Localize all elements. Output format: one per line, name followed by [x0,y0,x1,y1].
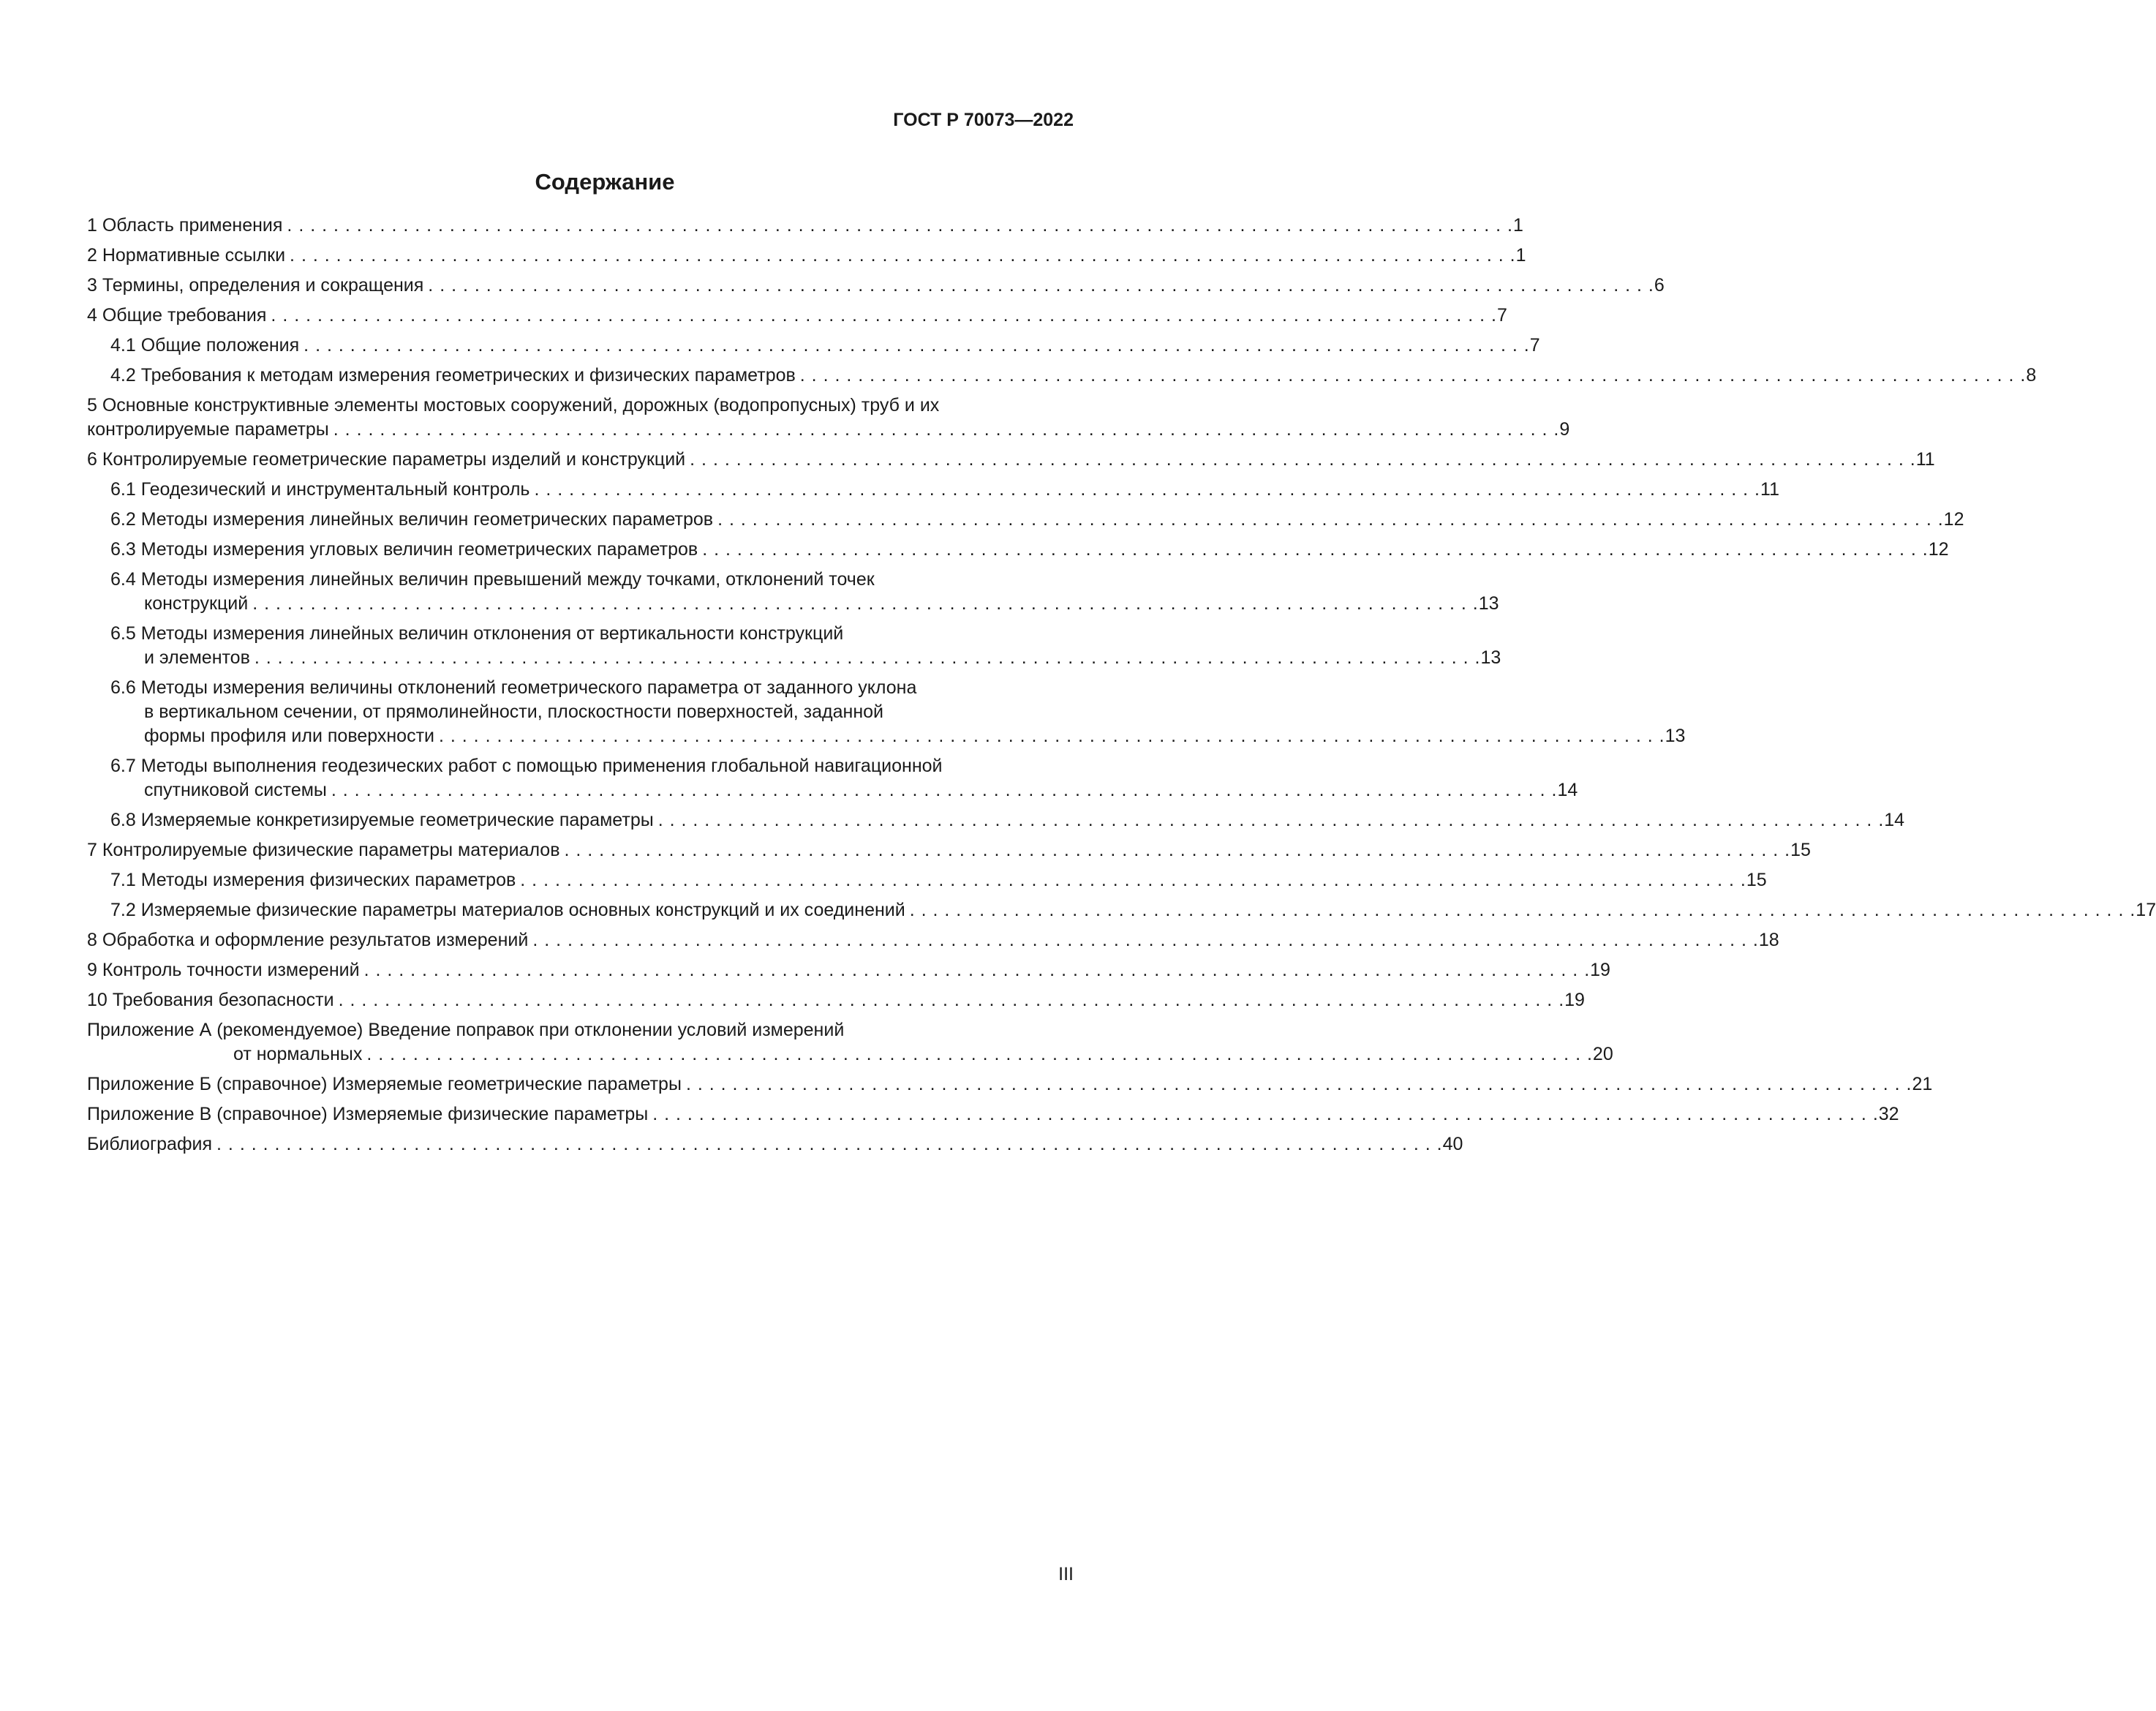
toc-page-number: 13 [1480,647,1501,668]
dot-leader: . . . . . . . . . . . . . . . . . . . . . . . . . . . . . . . . . . . . . . . . . . . . . . . . . . . . . . . . . . . . . . . . . . . . . . . . . . . . . . . . . . . . . . . . . . . . . . . . . . . . . . . . . . [685,1074,1912,1094]
toc-entry-title: формы профиля или поверхности [144,726,434,746]
toc-entry-title: 6.8 Измеряемые конкретизируемые геометрические параметры [110,810,654,830]
toc-entry-title: спутниковой системы [144,780,327,800]
toc-page-number: 13 [1478,593,1499,614]
toc-entry-title: 10 Требования безопасности [87,990,334,1010]
dot-leader: . . . . . . . . . . . . . . . . . . . . . . . . . . . . . . . . . . . . . . . . . . . . . . . . . . . . . . . . . . . . . . . . . . . . . . . . . . . . . . . . . . . . . . . . . . . . . . . . . . . . . . . . . . [690,449,1916,470]
toc-entry-title: конструкций [144,593,249,614]
toc-entry-title: 4.2 Требования к методам измерения геометрических и физических параметров [110,365,796,386]
toc-entry-title: 7.2 Измеряемые физические параметры материалов основных конструкций и их соединений [110,900,905,920]
toc-entry-title: 8 Обработка и оформление результатов измерений [87,930,529,950]
dot-leader: . . . . . . . . . . . . . . . . . . . . . . . . . . . . . . . . . . . . . . . . . . . . . . . . . . . . . . . . . . . . . . . . . . . . . . . . . . . . . . . . . . . . . . . . . . . . . . . . . . . . . . . . . . [252,593,1479,614]
dot-leader: . . . . . . . . . . . . . . . . . . . . . . . . . . . . . . . . . . . . . . . . . . . . . . . . . . . . . . . . . . . . . . . . . . . . . . . . . . . . . . . . . . . . . . . . . . . . . . . . . . . . . . . . . . [333,419,1560,440]
toc-entry[interactable] [87,568,1499,616]
toc-entry[interactable] [87,898,2156,922]
toc-entry[interactable] [87,538,1949,562]
toc-page-number: 11 [1915,449,1935,470]
toc-entry-title: 6.7 Методы выполнения геодезических работ с помощью применения глобальной навигационной [110,756,943,776]
dot-leader: . . . . . . . . . . . . . . . . . . . . . . . . . . . . . . . . . . . . . . . . . . . . . . . . . . . . . . . . . . . . . . . . . . . . . . . . . . . . . . . . . . . . . . . . . . . . . . . . . . . . . . . . . . [271,305,1497,326]
toc-entry-title: 6.2 Методы измерения линейных величин геометрических параметров [110,509,714,530]
toc-entry[interactable] [87,868,1767,892]
standard-number: ГОСТ Р 70073—2022 [893,110,1074,130]
toc-entry[interactable] [87,394,1570,442]
dot-leader: . . . . . . . . . . . . . . . . . . . . . . . . . . . . . . . . . . . . . . . . . . . . . . . . . . . . . . . . . . . . . . . . . . . . . . . . . . . . . . . . . . . . . . . . . . . . . . . . . . . . . . . . . . [331,780,1558,800]
toc-page-number: 15 [1746,870,1767,890]
dot-leader: . . . . . . . . . . . . . . . . . . . . . . . . . . . . . . . . . . . . . . . . . . . . . . . . . . . . . . . . . . . . . . . . . . . . . . . . . . . . . . . . . . . . . . . . . . . . . . . . . . . . . . . . . . [304,335,1530,356]
toc-entry-title: в вертикальном сечении, от прямолинейности, плоскостности поверхностей, заданной [144,702,884,722]
toc-entry[interactable] [87,304,1507,328]
toc-entry[interactable] [87,958,1610,982]
toc-page-number: 19 [1564,990,1585,1010]
toc-entry-title: 9 Контроль точности измерений [87,960,360,980]
toc-entry-title: Приложение А (рекомендуемое) Введение поправок при отклонении условий измерений [87,1020,845,1040]
toc-entry-title: 6.1 Геодезический и инструментальный контроль [110,479,530,500]
toc-page-number: 14 [1884,810,1905,830]
toc-entry[interactable] [87,1132,1463,1157]
dot-leader: . . . . . . . . . . . . . . . . . . . . . . . . . . . . . . . . . . . . . . . . . . . . . . . . . . . . . . . . . . . . . . . . . . . . . . . . . . . . . . . . . . . . . . . . . . . . . . . . . . . . . . . . . . [428,275,1654,296]
toc-entry[interactable] [87,838,1811,862]
dot-leader: . . . . . . . . . . . . . . . . . . . . . . . . . . . . . . . . . . . . . . . . . . . . . . . . . . . . . . . . . . . . . . . . . . . . . . . . . . . . . . . . . . . . . . . . . . . . . . . . . . . . . . . . . . [520,870,1746,890]
toc-entry-title: 6.4 Методы измерения линейных величин превышений между точками, отклонений точек [110,569,875,590]
dot-leader: . . . . . . . . . . . . . . . . . . . . . . . . . . . . . . . . . . . . . . . . . . . . . . . . . . . . . . . . . . . . . . . . . . . . . . . . . . . . . . . . . . . . . . . . . . . . . . . . . . . . . . . . . . [702,539,1929,560]
toc-entry-title: 7.1 Методы измерения физических параметров [110,870,516,890]
toc-entry[interactable] [87,988,1585,1012]
dot-leader: . . . . . . . . . . . . . . . . . . . . . . . . . . . . . . . . . . . . . . . . . . . . . . . . . . . . . . . . . . . . . . . . . . . . . . . . . . . . . . . . . . . . . . . . . . . . . . . . . . . . . . . . . . [534,479,1761,500]
toc-page-number: 14 [1557,780,1578,800]
toc-entry-title: 4 Общие требования [87,305,267,326]
dot-leader: . . . . . . . . . . . . . . . . . . . . . . . . . . . . . . . . . . . . . . . . . . . . . . . . . . . . . . . . . . . . . . . . . . . . . . . . . . . . . . . . . . . . . . . . . . . . . . . . . . . . . . . . . . [717,509,1944,530]
toc-entry[interactable] [87,754,1578,802]
dot-leader: . . . . . . . . . . . . . . . . . . . . . . . . . . . . . . . . . . . . . . . . . . . . . . . . . . . . . . . . . . . . . . . . . . . . . . . . . . . . . . . . . . . . . . . . . . . . . . . . . . . . . . . . . . [439,726,1665,746]
toc-entry-title: 2 Нормативные ссылки [87,245,286,266]
toc-page-number: 9 [1559,419,1570,440]
table-of-contents [87,214,2156,1157]
dot-leader: . . . . . . . . . . . . . . . . . . . . . . . . . . . . . . . . . . . . . . . . . . . . . . . . . . . . . . . . . . . . . . . . . . . . . . . . . . . . . . . . . . . . . . . . . . . . . . . . . . . . . . . . . . [657,810,1885,830]
toc-entry[interactable] [87,508,1964,532]
toc-entry-title: Приложение В (справочное) Измеряемые физические параметры [87,1104,649,1124]
toc-entry-title: 5 Основные конструктивные элементы мостовых сооружений, дорожных (водопропусных) труб и их [87,395,940,415]
toc-entry[interactable] [87,676,1686,748]
dot-leader: . . . . . . . . . . . . . . . . . . . . . . . . . . . . . . . . . . . . . . . . . . . . . . . . . . . . . . . . . . . . . . . . . . . . . . . . . . . . . . . . . . . . . . . . . . . . . . . . . . . . . . . . . . [338,990,1565,1010]
toc-page-number: 40 [1442,1134,1463,1154]
dot-leader: . . . . . . . . . . . . . . . . . . . . . . . . . . . . . . . . . . . . . . . . . . . . . . . . . . . . . . . . . . . . . . . . . . . . . . . . . . . . . . . . . . . . . . . . . . . . . . . . . . . . . . . . . . [652,1104,1879,1124]
toc-page-number: 12 [1943,509,1964,530]
toc-entry-title: от нормальных [233,1044,363,1064]
toc-entry-title: 7 Контролируемые физические параметры материалов [87,840,560,860]
dot-leader: . . . . . . . . . . . . . . . . . . . . . . . . . . . . . . . . . . . . . . . . . . . . . . . . . . . . . . . . . . . . . . . . . . . . . . . . . . . . . . . . . . . . . . . . . . . . . . . . . . . . . . . . . . [799,365,2027,386]
toc-page-number: 15 [1790,840,1811,860]
toc-page-number: 17 [2136,900,2156,920]
toc-entry[interactable] [87,334,1540,358]
toc-entry-title: 1 Область применения [87,215,283,236]
dot-leader: . . . . . . . . . . . . . . . . . . . . . . . . . . . . . . . . . . . . . . . . . . . . . . . . . . . . . . . . . . . . . . . . . . . . . . . . . . . . . . . . . . . . . . . . . . . . . . . . . . . . . . . . . . [909,900,2136,920]
toc-page-number: 6 [1654,275,1665,296]
dot-leader: . . . . . . . . . . . . . . . . . . . . . . . . . . . . . . . . . . . . . . . . . . . . . . . . . . . . . . . . . . . . . . . . . . . . . . . . . . . . . . . . . . . . . . . . . . . . . . . . . . . . . . . . . . [564,840,1791,860]
page-number: III [1058,1564,1074,1584]
toc-entry[interactable] [87,1072,1933,1097]
toc-entry-title: 6.5 Методы измерения линейных величин отклонения от вертикальности конструкций [110,623,844,644]
toc-entry[interactable] [87,364,2037,388]
toc-page-number: 19 [1590,960,1610,980]
toc-entry[interactable] [87,448,1935,472]
dot-leader: . . . . . . . . . . . . . . . . . . . . . . . . . . . . . . . . . . . . . . . . . . . . . . . . . . . . . . . . . . . . . . . . . . . . . . . . . . . . . . . . . . . . . . . . . . . . . . . . . . . . . . . . . . [254,647,1481,668]
toc-page-number: 8 [2026,365,2037,386]
toc-page-number: 12 [1928,539,1949,560]
toc-page-number: 11 [1760,479,1779,500]
toc-page-number: 1 [1513,215,1523,236]
dot-leader: . . . . . . . . . . . . . . . . . . . . . . . . . . . . . . . . . . . . . . . . . . . . . . . . . . . . . . . . . . . . . . . . . . . . . . . . . . . . . . . . . . . . . . . . . . . . . . . . . . . . . . . . . . [366,1044,1593,1064]
toc-entry-title: 6.3 Методы измерения угловых величин геометрических параметров [110,539,698,560]
toc-entry[interactable] [87,274,1665,298]
toc-entry[interactable] [87,244,1526,268]
toc-page-number: 1 [1515,245,1526,266]
toc-entry-title: 6.6 Методы измерения величины отклонений геометрического параметра от заданного уклона [110,677,917,698]
dot-leader: . . . . . . . . . . . . . . . . . . . . . . . . . . . . . . . . . . . . . . . . . . . . . . . . . . . . . . . . . . . . . . . . . . . . . . . . . . . . . . . . . . . . . . . . . . . . . . . . . . . . . . . . . . [290,245,1516,266]
toc-entry[interactable] [87,1102,1899,1127]
toc-page-number: 7 [1529,335,1540,356]
dot-leader: . . . . . . . . . . . . . . . . . . . . . . . . . . . . . . . . . . . . . . . . . . . . . . . . . . . . . . . . . . . . . . . . . . . . . . . . . . . . . . . . . . . . . . . . . . . . . . . . . . . . . . . . . . [532,930,1759,950]
toc-entry-title: Приложение Б (справочное) Измеряемые геометрические параметры [87,1074,682,1094]
toc-entry[interactable] [87,622,1501,670]
toc-entry-title: и элементов [144,647,250,668]
toc-entry[interactable] [87,214,1523,238]
toc-page-number: 7 [1497,305,1507,326]
toc-entry-title: контролируемые параметры [87,419,329,440]
toc-entry[interactable] [87,478,1779,502]
toc-entry[interactable] [87,1018,1613,1067]
toc-entry-title: 4.1 Общие положения [110,335,300,356]
toc-entry[interactable] [87,928,1779,952]
toc-page-number: 32 [1878,1104,1899,1124]
dot-leader: . . . . . . . . . . . . . . . . . . . . . . . . . . . . . . . . . . . . . . . . . . . . . . . . . . . . . . . . . . . . . . . . . . . . . . . . . . . . . . . . . . . . . . . . . . . . . . . . . . . . . . . . . . [287,215,1513,236]
dot-leader: . . . . . . . . . . . . . . . . . . . . . . . . . . . . . . . . . . . . . . . . . . . . . . . . . . . . . . . . . . . . . . . . . . . . . . . . . . . . . . . . . . . . . . . . . . . . . . . . . . . . . . . . . . [363,960,1591,980]
toc-page-number: 13 [1665,726,1686,746]
toc-entry-title: 6 Контролируемые геометрические параметры изделий и конструкций [87,449,686,470]
toc-page-number: 18 [1758,930,1779,950]
toc-entry[interactable] [87,808,1905,832]
dot-leader: . . . . . . . . . . . . . . . . . . . . . . . . . . . . . . . . . . . . . . . . . . . . . . . . . . . . . . . . . . . . . . . . . . . . . . . . . . . . . . . . . . . . . . . . . . . . . . . . . . . . . . . . . . [216,1134,1443,1154]
toc-entry-title: 3 Термины, определения и сокращения [87,275,424,296]
toc-page-number: 21 [1912,1074,1933,1094]
toc-entry-title: Библиография [87,1134,213,1154]
toc-page-number: 20 [1592,1044,1613,1064]
toc-title: Содержание [535,169,675,195]
